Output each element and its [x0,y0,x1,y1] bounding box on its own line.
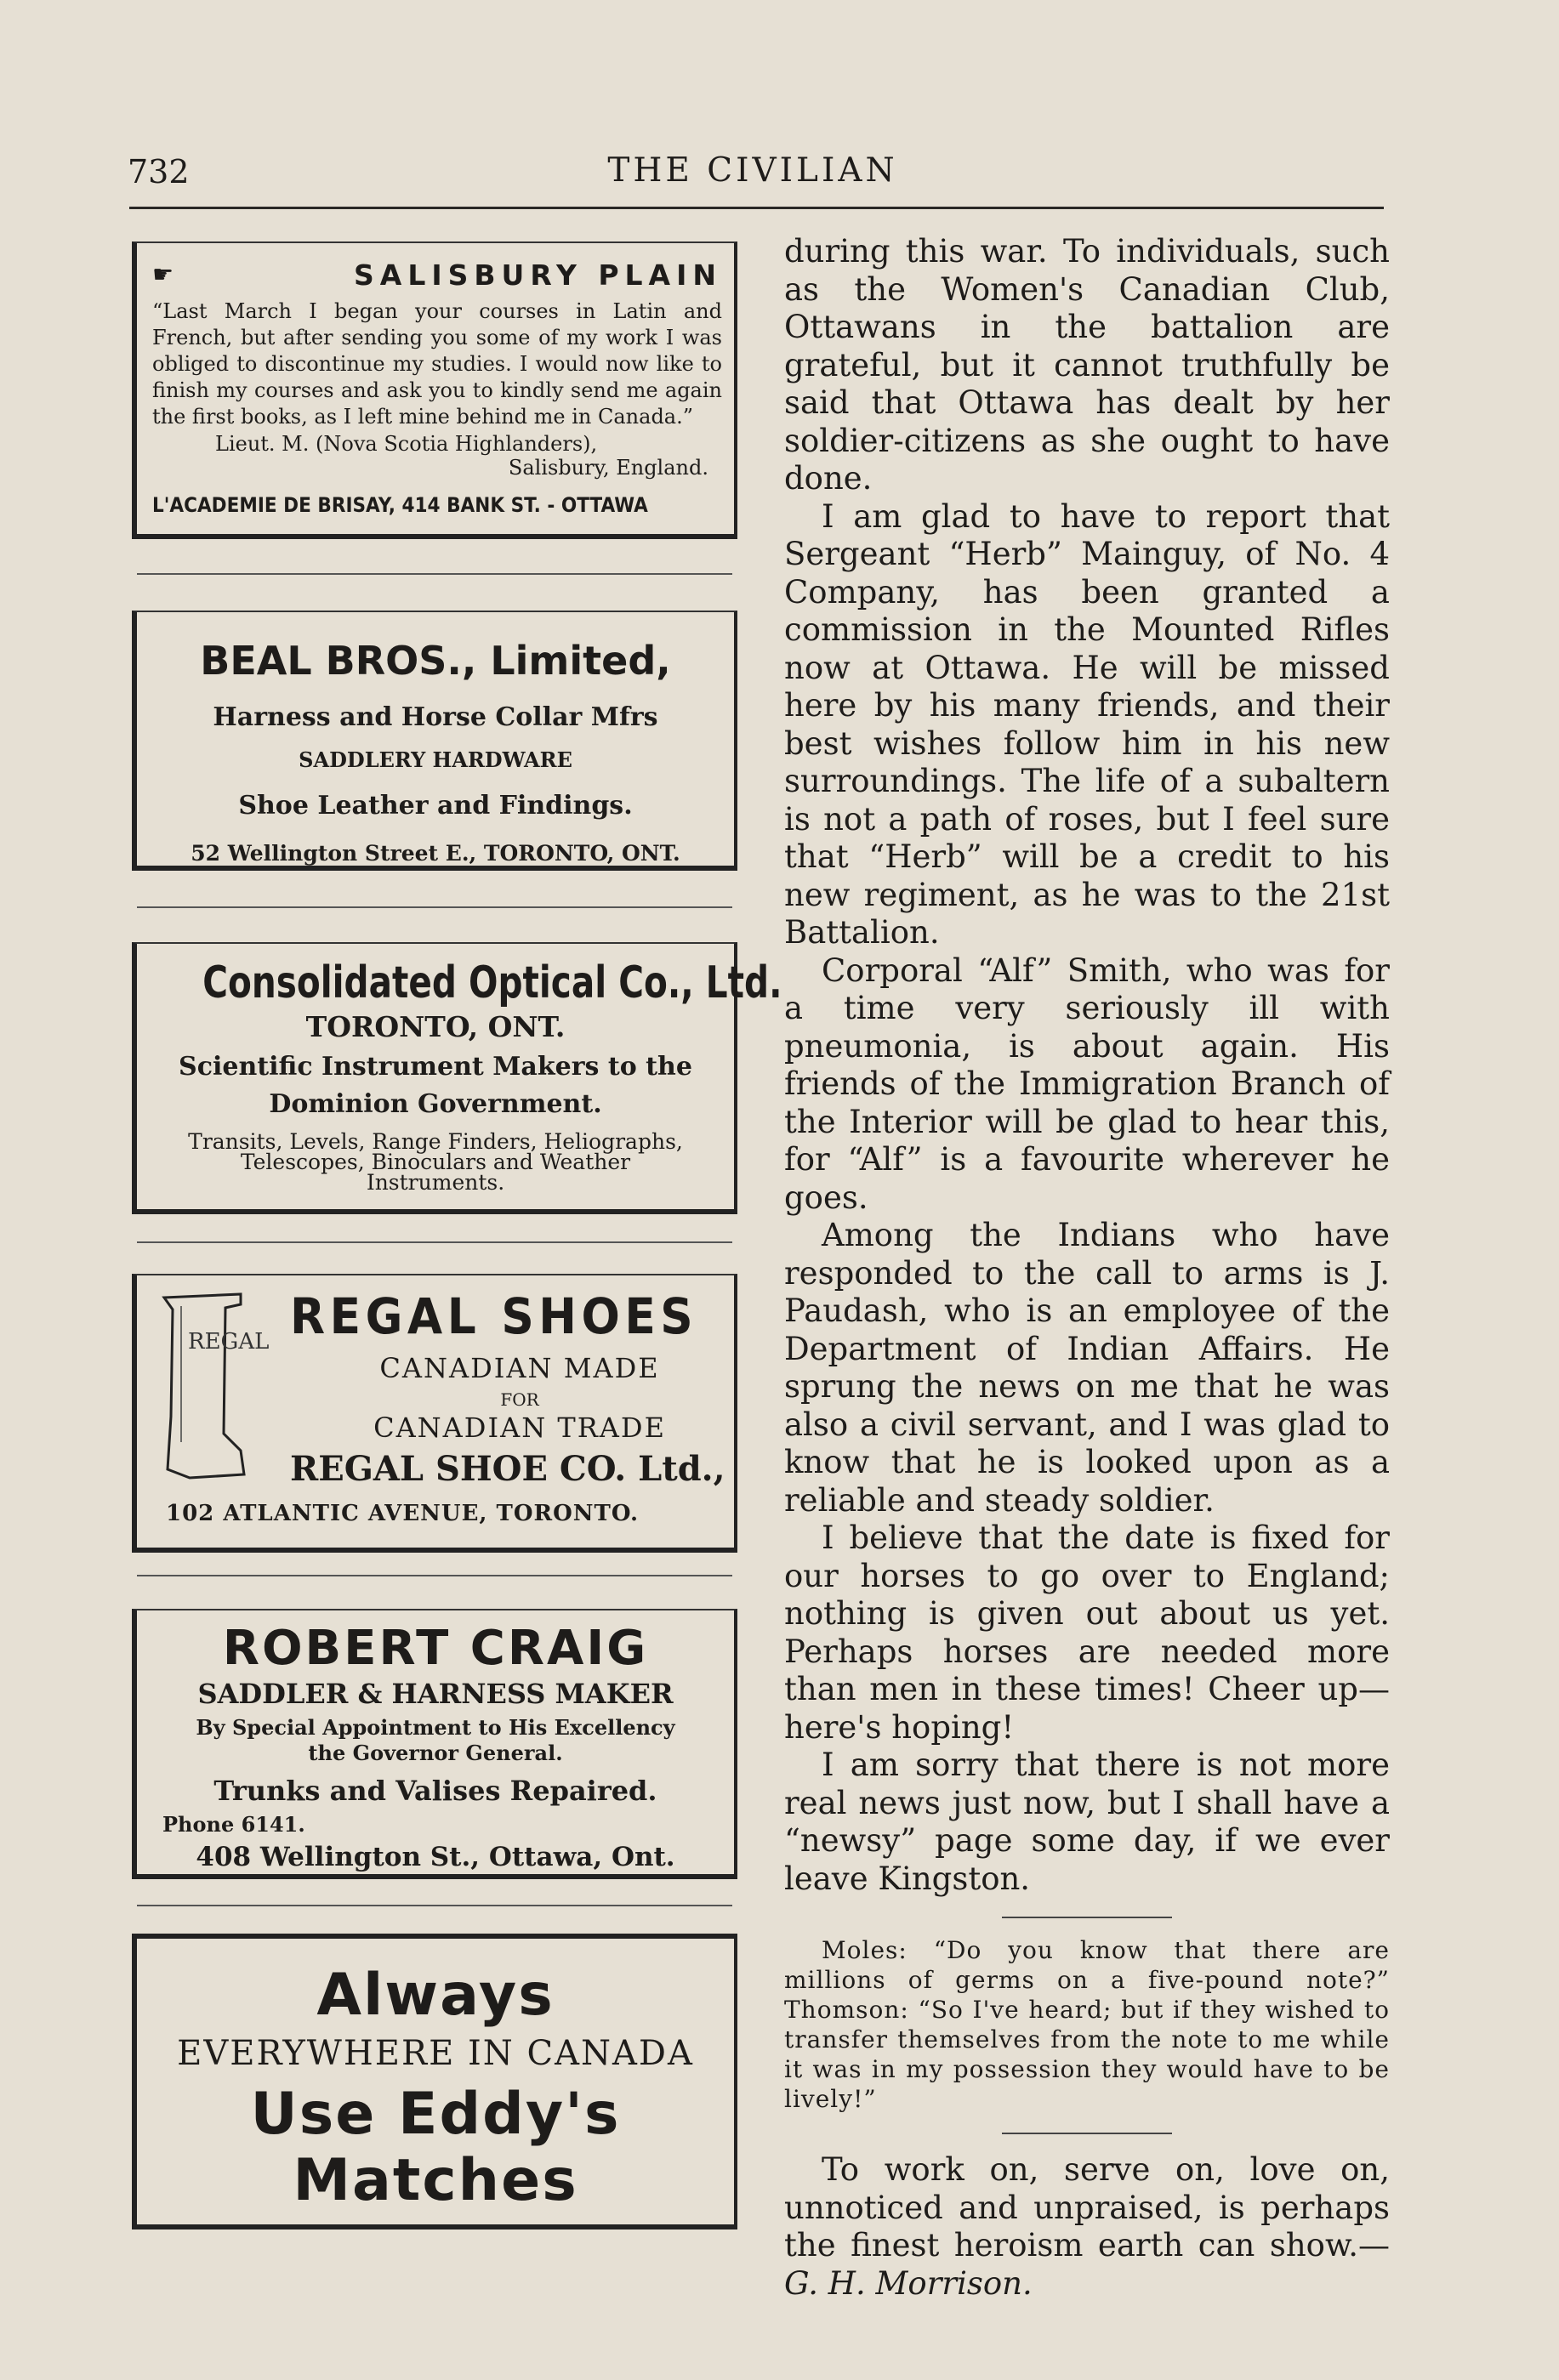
article-paragraph: Among the Indians who have responded to the call to arms is J. Paudash, who is an employee of the Department of Indian Affairs. He sprung the news on me that he was also a civil servant, and I was glad to know that he is looked upon as a reliable and steady soldier. [784,1217,1390,1519]
article-column [784,233,1390,2303]
ad-salisbury-title: SALISBURY PLAIN [354,258,722,292]
ad-regal-title: REGAL SHOES [290,1287,698,1345]
ad-craig-phone: Phone 6141. [162,1812,305,1837]
page-number: 732 [128,153,190,190]
section-divider [1002,2133,1172,2134]
boot-lettering: REGAL [188,1329,270,1355]
article-paragraph: during this war. To individuals, such as the Women's Canadian Club, Ottawans in the battalion are grateful, but it cannot truthfully be said that Ottawa has dealt by her soldier-citizens as she ought to have done. [784,233,1390,497]
section-divider [1002,1917,1172,1918]
ad-regal-line: CANADIAN MADE [379,1352,660,1384]
ad-robert-craig [132,1609,737,1879]
ad-consolidated-optical [132,942,782,1214]
ad-craig-address: 408 Wellington St., Ottawa, Ont. [196,1842,675,1872]
quote-author: G. H. Morrison. [784,2264,1033,2302]
joke-block [784,1935,1390,2114]
ad-regal-company: REGAL SHOE CO. Ltd., [290,1449,725,1489]
ad-salisbury-signature-place: Salisbury, England. [508,456,708,480]
ad-craig-line: SADDLER & HARNESS MAKER [197,1678,674,1710]
ad-beal-line: Shoe Leather and Findings. [238,791,633,821]
ad-eddy-line: Matches [293,2147,578,2214]
ad-salisbury-quote: “Last March I began your courses in Latin and French, but after sending you some of my work I was obliged to discontinue my studies. I would now like to finish my courses and ask you to kindly send me again the first books, as I left mine behind me in Canada.” [152,299,722,429]
ad-craig-line: By Special Appointment to His Excellency [196,1715,675,1740]
ad-beal-title: BEAL BROS., Limited, [200,638,671,684]
ad-eddy-line: EVERYWHERE IN CANADA [177,2034,694,2073]
ad-salisbury-title-row [152,258,722,292]
ad-salisbury-footer: L'ACADEMIE DE BRISAY, 414 BANK ST. - OTTAWA [152,493,648,517]
ad-separator [137,1905,732,1906]
ad-consolidated-products: Transits, Levels, Range Finders, Heliographs, [188,1129,683,1154]
ad-beal-line: Harness and Horse Collar Mfrs [213,702,658,732]
ad-consolidated-line: Scientific Instrument Makers to the [179,1052,692,1082]
ad-consolidated-title: Consolidated Optical Co., Ltd. [202,957,782,1008]
joke-text: Moles: “Do you know that there are millions of germs on a five-pound note?” Thomson: “So I've heard; but if they wished to transfer themselves from the note to me while it was in my possession they would have to be lively!” [784,1936,1390,2113]
ad-eddys-matches [132,1934,737,2229]
ad-craig-title: ROBERT CRAIG [222,1621,649,1676]
ad-beal-bros [132,611,737,871]
quote-block [784,2151,1390,2303]
ad-separator [137,906,732,908]
ad-separator [137,573,732,575]
article-paragraph: Corporal “Alf” Smith, who was for a time very seriously ill with pneumonia, is about again. His friends of the Immigration Branch of the Interior will be glad to hear this, for “Alf” is a favourite wherever he goes. [784,951,1390,1216]
ad-eddy-line: Always [316,1962,555,2029]
ad-craig-line: Trunks and Valises Repaired. [213,1775,657,1807]
ad-beal-line: SADDLERY HARDWARE [299,747,572,772]
ad-beal-address: 52 Wellington Street E., TORONTO, ONT. [191,841,680,866]
ad-eddy-line: Use Eddy's [250,2081,621,2148]
ad-separator [137,1575,732,1576]
article-paragraph: I am sorry that there is not more real news just now, but I shall have a “newsy” page some day, if we ever leave Kingston. [784,1747,1390,1897]
ad-separator [137,1241,732,1243]
boot-icon [156,1289,270,1485]
article-paragraph: I am glad to have to report that Sergeant “Herb” Mainguy, of No. 4 Company, has been granted a commission in the Mounted Rifles now at Ottawa. He will be missed here by his many friends, and their best wishes follow him in his new surroundings. The life of a subaltern is not a path of roses, but I feel sure that “Herb” will be a credit to his new regiment, as he was to the 21st Battalion. [784,497,1390,951]
ad-craig-line: the Governor General. [308,1741,563,1765]
ad-consolidated-products: Instruments. [366,1170,505,1195]
ad-regal-shoes [132,1274,737,1553]
pointing-hand-icon: ☛ [152,260,174,288]
running-head: THE CIVILIAN [607,151,898,190]
ad-regal-address: 102 ATLANTIC AVENUE, TORONTO. [166,1501,640,1526]
ad-regal-line: FOR [500,1389,539,1410]
ad-regal-line: CANADIAN TRADE [373,1412,666,1444]
article-paragraph: I believe that the date is fixed for our horses to go over to England; nothing is given out about us yet. Perhaps horses are needed more than men in these times! Cheer up—here's hoping! [784,1519,1390,1746]
quote-text: To work on, serve on, love on, unnoticed and unpraised, is perhaps the finest heroism earth can show.— [784,2151,1390,2264]
ad-salisbury-signature: Lieut. M. (Nova Scotia Highlanders), [215,432,598,456]
ad-consolidated-line: Dominion Government. [269,1089,602,1119]
header-rule [129,207,1384,209]
ad-consolidated-products: Telescopes, Binoculars and Weather [240,1150,631,1174]
ad-salisbury-plain [132,241,737,539]
ad-consolidated-city: TORONTO, ONT. [305,1010,566,1043]
